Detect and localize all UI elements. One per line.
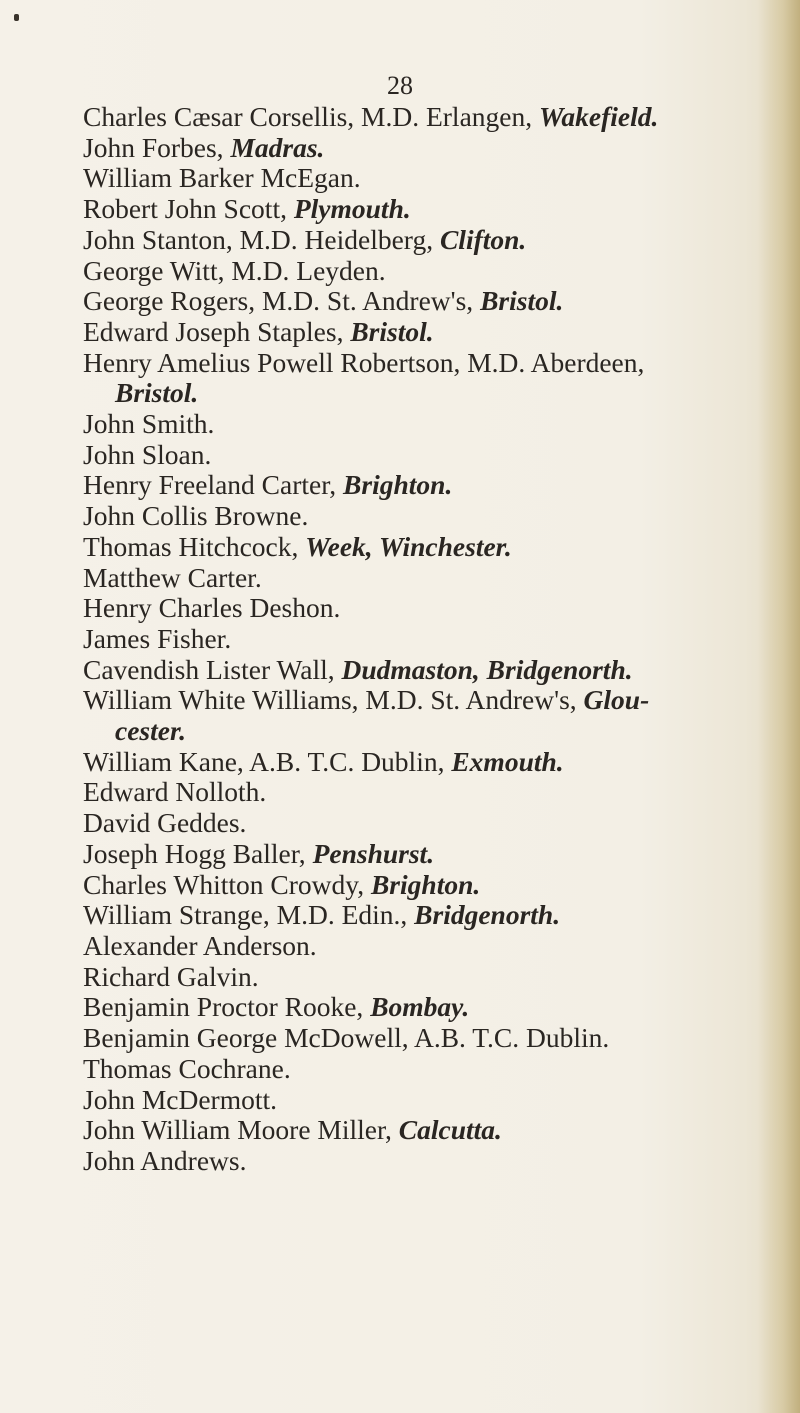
member-name: John Stanton, M.D. Heidelberg, — [83, 223, 440, 255]
member-place: Bombay. — [370, 991, 470, 1023]
list-item — [83, 747, 753, 778]
member-place: Calcutta. — [398, 1114, 502, 1146]
member-name: Thomas Hitchcock, — [83, 530, 306, 562]
list-item — [83, 870, 753, 901]
list-item — [83, 501, 753, 532]
list-item — [83, 962, 753, 993]
member-place: Wakefield. — [538, 101, 659, 132]
list-item — [83, 532, 753, 563]
member-name: Edward Joseph Staples, — [83, 315, 351, 347]
list-item — [83, 900, 753, 931]
member-name: Edward Nolloth. — [83, 776, 267, 808]
list-item — [83, 624, 753, 655]
member-name: John Forbes, — [83, 131, 231, 163]
member-name: John William Moore Miller, — [83, 1114, 399, 1146]
member-name: William White Williams, M.D. St. Andrew's, — [83, 684, 584, 716]
list-item — [83, 1085, 753, 1116]
member-name: John Smith. — [83, 408, 215, 440]
member-place: Penshurst. — [312, 837, 435, 869]
list-item — [83, 808, 753, 839]
member-name: John Collis Browne. — [83, 500, 309, 532]
list-item — [83, 133, 753, 164]
member-name: Henry Freeland Carter, — [83, 469, 344, 501]
member-name: Matthew Carter. — [83, 561, 262, 593]
list-item — [83, 1146, 753, 1177]
list-item — [83, 102, 753, 133]
list-item — [83, 777, 753, 808]
list-item — [83, 655, 753, 686]
list-item — [83, 685, 753, 716]
member-name: Robert John Scott, — [83, 193, 294, 225]
member-place: Bristol. — [480, 285, 564, 317]
member-place: Dudmaston, Bridgenorth. — [341, 653, 633, 685]
page-edge-shading — [758, 0, 800, 1413]
member-place: Exmouth. — [451, 745, 564, 777]
member-name: Benjamin George McDowell, A.B. T.C. Dublin. — [83, 1022, 610, 1054]
list-item-continuation — [83, 378, 753, 409]
list-item — [83, 409, 753, 440]
member-name: John Sloan. — [83, 438, 212, 470]
member-name: Henry Amelius Powell Robertson, M.D. Aberdeen, — [83, 346, 645, 378]
member-name: George Rogers, M.D. St. Andrew's, — [83, 285, 481, 317]
member-place: Bridgenorth. — [414, 899, 561, 931]
member-place: Bristol. — [115, 377, 199, 409]
member-name: Charles Cæsar Corsellis, M.D. Erlangen, — [83, 101, 539, 132]
list-item — [83, 225, 753, 256]
member-place: Bristol. — [350, 315, 434, 347]
list-item — [83, 163, 753, 194]
list-item — [83, 593, 753, 624]
list-item — [83, 563, 753, 594]
member-name: Henry Charles Deshon. — [83, 592, 341, 624]
member-name: Alexander Anderson. — [83, 929, 317, 961]
member-place: cester. — [115, 715, 187, 747]
page-number: 28 — [387, 71, 413, 100]
member-name: Cavendish Lister Wall, — [83, 653, 342, 685]
member-name: Benjamin Proctor Rooke, — [83, 991, 371, 1023]
list-item — [83, 839, 753, 870]
list-item — [83, 317, 753, 348]
list-item — [83, 440, 753, 471]
member-place: Brighton. — [343, 469, 453, 501]
list-item — [83, 1115, 753, 1146]
member-name: John McDermott. — [83, 1083, 278, 1115]
member-place: Week, Winchester. — [305, 530, 512, 562]
member-name: Charles Whitton Crowdy, — [83, 868, 371, 900]
member-name: Joseph Hogg Baller, — [83, 837, 313, 869]
member-name: John Andrews. — [83, 1144, 247, 1176]
list-item — [83, 470, 753, 501]
member-name: William Barker McEgan. — [83, 162, 361, 194]
member-name: Thomas Cochrane. — [83, 1052, 291, 1084]
member-place: Brighton. — [370, 868, 481, 900]
list-item — [83, 992, 753, 1023]
member-name: David Geddes. — [83, 807, 247, 839]
member-place: Plymouth. — [293, 193, 411, 225]
list-item — [83, 256, 753, 287]
list-item — [83, 1054, 753, 1085]
list-item — [83, 194, 753, 225]
list-item-continuation — [83, 716, 753, 747]
member-name: William Strange, M.D. Edin., — [83, 899, 415, 931]
member-place: Glou- — [583, 684, 650, 716]
member-name: William Kane, A.B. T.C. Dublin, — [83, 745, 452, 777]
list-item — [83, 286, 753, 317]
member-name: George Witt, M.D. Leyden. — [83, 254, 386, 286]
member-list — [83, 102, 753, 1177]
member-place: Madras. — [230, 131, 325, 163]
list-item — [83, 348, 753, 379]
ink-mark — [14, 14, 19, 21]
member-place: Clifton. — [439, 223, 527, 255]
list-item — [83, 1023, 753, 1054]
list-item — [83, 931, 753, 962]
member-name: James Fisher. — [83, 622, 232, 654]
member-name: Richard Galvin. — [83, 960, 259, 992]
